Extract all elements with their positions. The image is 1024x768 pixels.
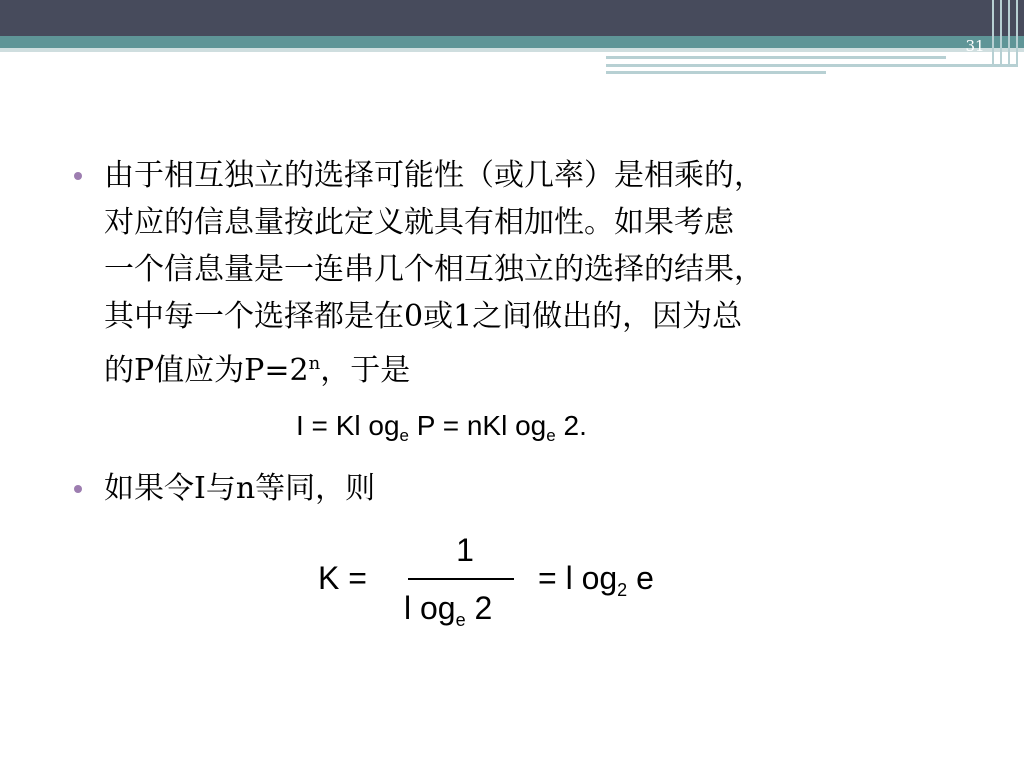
fraction-denominator [404,590,492,631]
equation-part: I = Kl og [296,410,400,441]
bullet-line-text: ，于是 [320,353,411,388]
bullet-line: 如果令I与n等同，则 [104,471,376,506]
decorative-line [606,71,826,74]
bullet-dot [74,485,82,493]
bullet-line: 由于相互独立的选择可能性（或几率）是相乘的， [104,158,764,193]
decorative-line [606,64,1018,67]
equation-rhs [538,560,654,601]
equation-part: 2. [555,410,587,441]
equation-1 [296,410,587,446]
superscript: n [308,353,321,374]
equation-part: P = nKl og [408,410,547,441]
equation-lhs: K = [318,560,367,596]
bullet-text [104,465,375,512]
fraction-numerator: 1 [456,532,474,568]
decorative-vertical-rule [992,0,994,66]
header-band-light [0,48,1024,52]
bullet-line-text: 的P值应为P=2 [104,353,309,388]
rhs-part: e [627,560,654,596]
decorative-vertical-rule [1000,0,1002,66]
fraction-bar [408,578,514,580]
decorative-vertical-rule [1008,0,1010,66]
subscript: 2 [617,580,628,600]
bullet-dot [74,172,82,180]
equation-2 [318,532,718,642]
bullet-line: 其中每一个选择都是在0或1之间做出的，因为总 [104,299,743,334]
denominator-part: l og [404,590,456,626]
header-band-teal [0,36,1024,48]
rhs-part: = l og [538,560,618,596]
bullet-line [104,340,764,394]
header-band-dark [0,0,1024,36]
subscript: e [399,426,409,445]
subscript: e [455,610,466,630]
decorative-vertical-rule [1016,0,1018,66]
subscript: e [546,426,556,445]
denominator-part: 2 [465,590,493,626]
decorative-line [606,56,946,59]
bullet-text [104,152,764,394]
page-number: 31 [965,37,985,55]
bullet-line: 对应的信息量按此定义就具有相加性。如果考虑 [104,205,734,240]
bullet-line: 一个信息量是一连串几个相互独立的选择的结果， [104,252,764,287]
